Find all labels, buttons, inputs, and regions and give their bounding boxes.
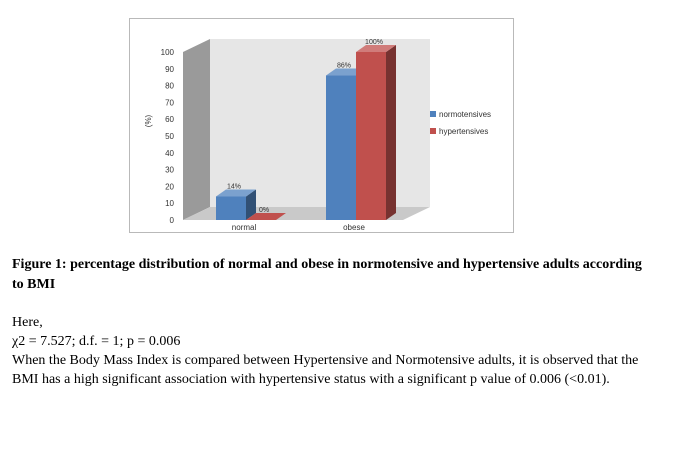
y-tick-label: 50 [165, 132, 174, 141]
x-tick-label: normal [231, 223, 257, 232]
legend-swatch-normotensives [430, 111, 436, 117]
data-label: 86% [336, 62, 352, 70]
y-tick-label: 30 [165, 165, 174, 175]
legend-label-normotensives: normotensives [439, 110, 492, 119]
side-wall [183, 39, 210, 220]
y-tick-label: 90 [165, 64, 174, 74]
bar-chart [130, 19, 515, 234]
bar-normotensives-normal [216, 189, 256, 220]
body-text [12, 313, 652, 389]
bar-hypertensives-obese [356, 45, 396, 220]
data-label: 100% [365, 39, 383, 46]
figure-caption: Figure 1: percentage distribution of normal and obese in normotensive and hypertensive adults according to BMI [12, 257, 642, 292]
y-tick-label: 70 [165, 98, 174, 108]
y-axis-label: (%) [144, 114, 153, 128]
y-tick-label: 0 [169, 216, 174, 225]
data-label: 14% [226, 183, 242, 191]
y-tick-label: 60 [165, 115, 174, 125]
legend-label-hypertensives: hypertensives [439, 127, 489, 136]
here-text: Here, [12, 315, 43, 330]
paragraph: When the Body Mass Index is compared between Hypertensive and Normotensive adults, it is observed that the BMI has a high significant association with hypertensive status with a significant p value of 0.006 (<0.01). [12, 353, 639, 387]
x-tick-label: obese [343, 223, 365, 232]
y-tick-label: 40 [165, 148, 174, 158]
bar-side [386, 45, 396, 220]
y-tick-label: 20 [165, 182, 174, 192]
y-tick-label: 80 [165, 81, 174, 91]
back-wall [210, 39, 430, 207]
bar-front [326, 76, 356, 220]
bar-front [356, 52, 386, 220]
y-tick-label: 100 [160, 48, 174, 57]
data-label: 0% [258, 207, 270, 214]
legend-swatch-hypertensives [430, 128, 436, 134]
chart-frame [129, 18, 514, 233]
bar-front [216, 196, 246, 220]
stats-line: χ2 = 7.527; d.f. = 1; p = 0.006 [12, 334, 181, 349]
y-tick-label: 10 [165, 199, 174, 209]
